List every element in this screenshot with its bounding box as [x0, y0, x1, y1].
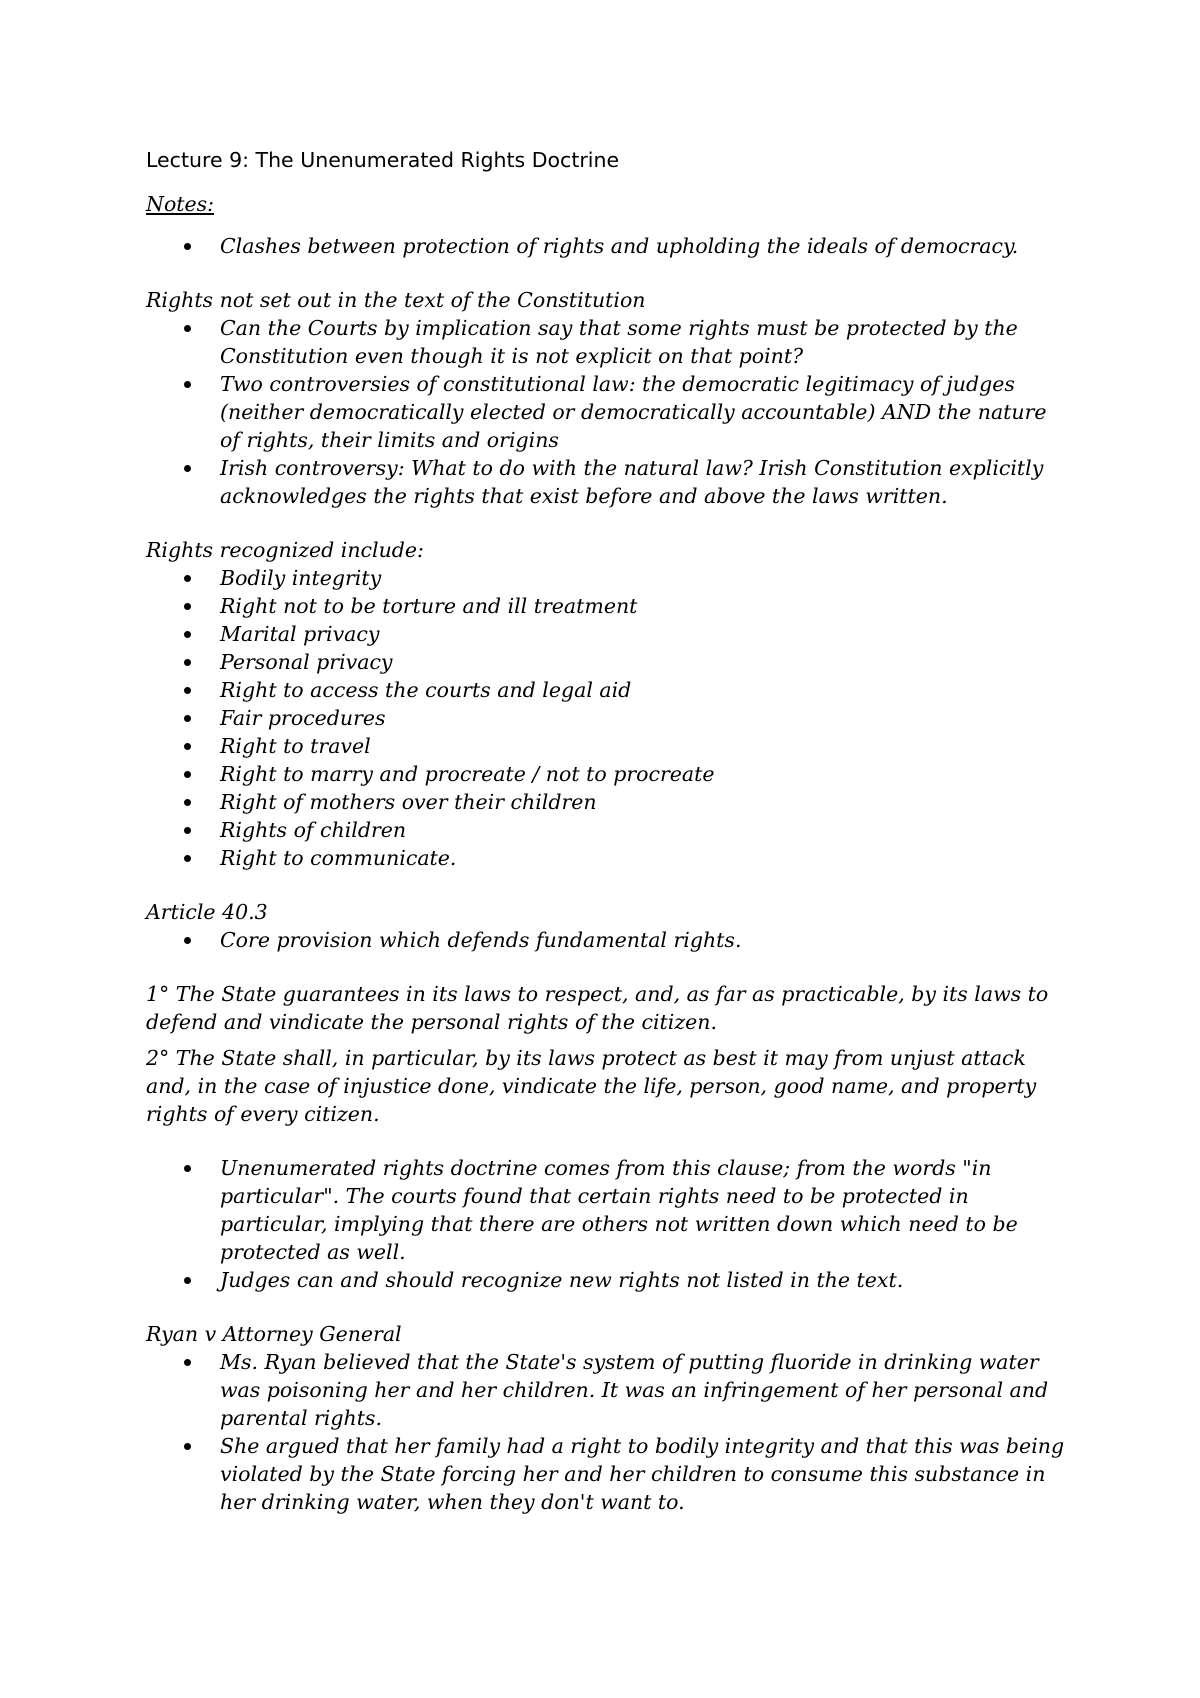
list-item: Rights of children [146, 816, 1066, 844]
list-item: Right to travel [146, 732, 1066, 760]
list-item: Bodily integrity [146, 564, 1066, 592]
list-item: Can the Courts by implication say that some rights must be protected by the Constitution even though it is not explicit on that point? [146, 314, 1066, 370]
section-heading-rights-recognized: Rights recognized include: [146, 538, 424, 562]
list-item: Right to access the courts and legal aid [146, 676, 1066, 704]
list-item: Right of mothers over their children [146, 788, 1066, 816]
list-item: Right not to be torture and ill treatment [146, 592, 1066, 620]
list-item: Marital privacy [146, 620, 1066, 648]
section-heading-article-40-3: Article 40.3 [146, 900, 268, 924]
page-title: Lecture 9: The Unenumerated Rights Doctrine [146, 148, 620, 172]
list-item: Unenumerated rights doctrine comes from this clause; from the words "in particular". The courts found that certain rights need to be protected in particular, implying that there are others not written down which need to be protected as well. [146, 1154, 1066, 1266]
list-item: Irish controversy: What to do with the natural law? Irish Constitution explicitly acknowledges the rights that exist before and above the laws written. [146, 454, 1066, 510]
list-item: Two controversies of constitutional law: the democratic legitimacy of judges (neither democratically elected or democratically accountable) AND the nature of rights, their limits and origins [146, 370, 1066, 454]
list-item: She argued that her family had a right to bodily integrity and that this was being violated by the State forcing her and her children to consume this substance in her drinking water, when they don't want to. [146, 1432, 1066, 1516]
list-item: Ms. Ryan believed that the State's system of putting fluoride in drinking water was poisoning her and her children. It was an infringement of her personal and parental rights. [146, 1348, 1066, 1432]
list-item: Core provision which defends fundamental rights. [146, 926, 1066, 954]
section3-list-2 [146, 1154, 1066, 1294]
list-item: Personal privacy [146, 648, 1066, 676]
article-paragraph-2: 2° The State shall, in particular, by its laws protect as best it may from unjust attack and, in the case of injustice done, vindicate the life, person, good name, and property rights of every citizen. [146, 1046, 1037, 1126]
list-item: Judges can and should recognize new rights not listed in the text. [146, 1266, 1066, 1294]
section-heading-rights-not-set-out: Rights not set out in the text of the Constitution [146, 288, 646, 312]
list-item: Clashes between protection of rights and upholding the ideals of democracy. [146, 232, 1066, 260]
list-item: Fair procedures [146, 704, 1066, 732]
section1-list [146, 314, 1066, 510]
intro-list [146, 232, 1066, 260]
list-item: Right to communicate. [146, 844, 1066, 872]
list-item: Right to marry and procreate / not to procreate [146, 760, 1066, 788]
article-paragraph-1: 1° The State guarantees in its laws to respect, and, as far as practicable, by its laws to defend and vindicate the personal rights of the citizen. [146, 982, 1049, 1034]
document-content [146, 146, 1066, 1516]
section4-list [146, 1348, 1066, 1516]
section3-list [146, 926, 1066, 954]
section2-list [146, 564, 1066, 872]
section-heading-ryan-v-attorney-general: Ryan v Attorney General [146, 1322, 402, 1346]
notes-label: Notes: [146, 192, 215, 216]
